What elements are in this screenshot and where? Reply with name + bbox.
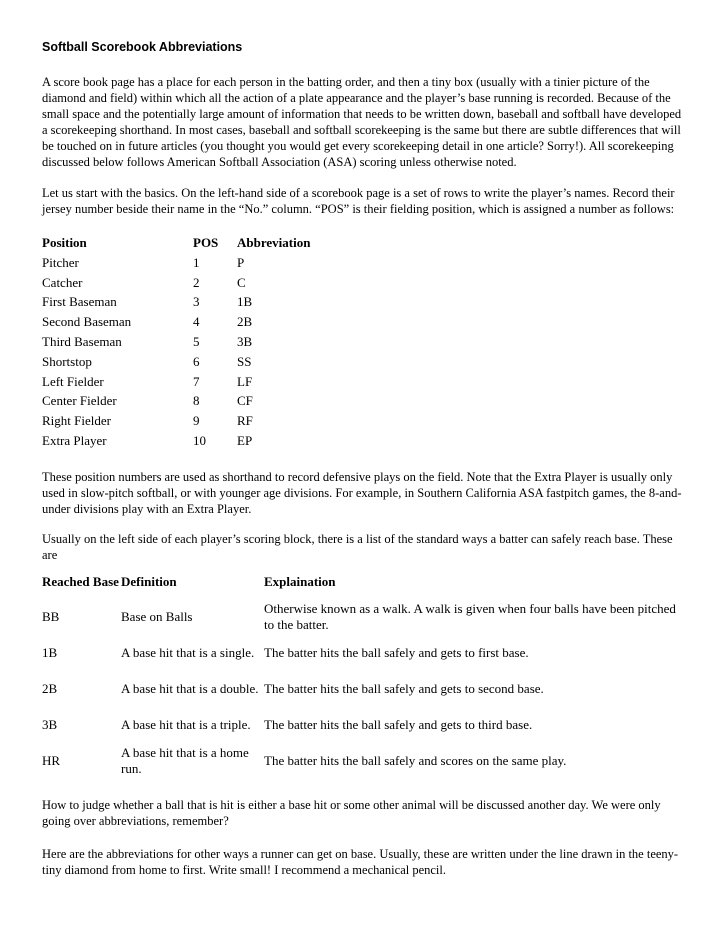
position-name: Third Baseman [42,333,122,349]
position-abbreviation: CF [237,393,253,409]
position-note-paragraph: These position numbers are used as shorthand to record defensive plays on the field. Note that the Extra Player is usually only used in slow-pitch softball, or with younger age divisions. For example, in Southern California ASA fastpitch games, the 8-and-under divisions play with an Extra Player. [42,470,682,516]
header-definition: Definition [121,574,177,589]
position-abbreviation: 3B [237,333,253,349]
table-row [42,743,682,779]
other-ways-paragraph: Here are the abbreviations for other ways a runner can get on base. Usually, these are written under the line drawn in the teeny-tiny diamond from home to first. Write small! I recommend a mechanical pencil. [42,847,679,877]
header-abbreviation: Abbreviation [237,235,311,250]
position-name: Extra Player [42,432,107,448]
base-definition: A base hit that is a triple. [121,717,251,732]
table-row [42,352,357,372]
position-number: 9 [193,413,200,429]
base-explanation: The batter hits the ball safely and gets to first base. [264,645,529,660]
base-code: 3B [42,717,58,732]
position-name: Second Baseman [42,314,132,330]
position-name: Left Fielder [42,373,104,389]
base-definition: Base on Balls [121,609,193,624]
reached-base-table [42,565,682,779]
table-row [42,411,357,431]
base-definition: A base hit that is a single. [121,645,255,660]
position-number: 6 [193,353,200,369]
table-row [42,312,357,332]
position-name: Pitcher [42,254,79,270]
position-name: Center Fielder [42,393,117,409]
base-definition: A base hit that is a home run. [121,745,249,776]
basics-paragraph: Let us start with the basics. On the left-hand side of a scorebook page is a set of rows to write the player’s names. Record their jersey number beside their name in the “No.” column. “POS” is their fielding position, which is assigned a number as follows: [42,186,675,216]
header-position: Position [42,235,87,250]
table-row [42,431,357,451]
position-abbreviation: RF [237,413,253,429]
header-explaination: Explaination [264,574,336,589]
table-header-row [42,565,682,599]
base-code: 1B [42,645,58,660]
table-row [42,253,357,273]
position-number: 10 [193,432,206,448]
table-row [42,273,357,293]
position-name: First Baseman [42,294,117,310]
header-reached-base: Reached Base [42,574,119,589]
position-name: Shortstop [42,353,92,369]
position-abbreviation: C [237,274,246,290]
position-number: 7 [193,373,200,389]
position-abbreviation: LF [237,373,253,389]
position-name: Catcher [42,274,83,290]
table-row [42,292,357,312]
table-row [42,372,357,392]
table-row [42,671,682,707]
base-explanation: The batter hits the ball safely and gets to third base. [264,717,533,732]
position-number: 1 [193,254,200,270]
position-abbreviation: 1B [237,294,253,310]
base-definition: A base hit that is a double. [121,681,259,696]
table-row [42,635,682,671]
page-title: Softball Scorebook Abbreviations [42,40,243,54]
position-name: Right Fielder [42,413,111,429]
judge-note-paragraph: How to judge whether a ball that is hit is either a base hit or some other animal will be discussed another day. We were only going over abbreviations, remember? [42,798,661,828]
position-number: 3 [193,294,200,310]
table-row [42,391,357,411]
positions-table [42,233,357,451]
base-explanation: The batter hits the ball safely and scores on the same play. [264,753,567,768]
position-number: 8 [193,393,200,409]
header-pos: POS [193,235,219,250]
base-code: HR [42,753,61,768]
table-row [42,599,682,635]
base-explanation: The batter hits the ball safely and gets to second base. [264,681,544,696]
table-row [42,332,357,352]
base-code: BB [42,609,60,624]
base-code: 2B [42,681,58,696]
base-explanation: Otherwise known as a walk. A walk is given when four balls have been pitched to the batter. [264,601,676,632]
position-number: 2 [193,274,200,290]
table-row [42,707,682,743]
table-header-row [42,233,357,253]
position-abbreviation: SS [237,353,252,369]
position-abbreviation: P [237,254,245,270]
position-number: 4 [193,314,200,330]
position-abbreviation: EP [237,432,253,448]
position-number: 5 [193,333,200,349]
position-abbreviation: 2B [237,314,253,330]
reach-intro-paragraph: Usually on the left side of each player’s scoring block, there is a list of the standard ways a batter can safely reach base. These are [42,532,673,562]
intro-paragraph: A score book page has a place for each person in the batting order, and then a tiny box (usually with a tinier picture of the diamond and field) within which all the action of a plate appearance and the player’s base running is recorded. Because of the small space and the potentially large amount of information that needs to be written down, baseball and softball have developed a scorekeeping shorthand. In most cases, baseball and softball scorekeeping is the same but there are subtle differences that will be touched on in future articles (you thought you would get every scorekeeping detail in one article? Sorry!). All scorekeeping discussed below follows American Softball Association (ASA) scoring unless otherwise noted. [42,75,682,169]
